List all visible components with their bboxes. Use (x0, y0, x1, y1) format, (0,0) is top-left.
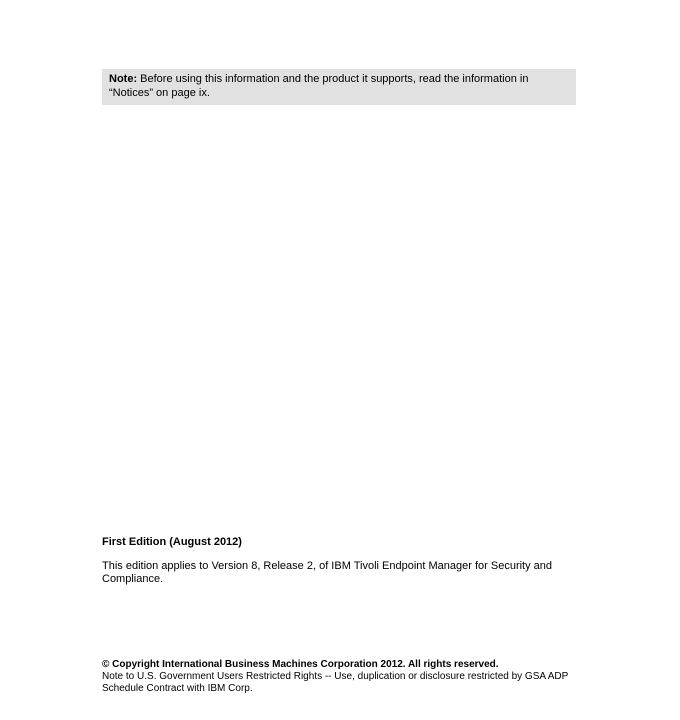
edition-title: First Edition (August 2012) (102, 536, 242, 548)
note-label: Note: (109, 73, 138, 85)
note-text: Before using this information and the product it supports, read the information in “Notices” on page ix. (109, 73, 529, 99)
government-rights-note: Note to U.S. Government Users Restricted Rights -- Use, duplication or disclosure restricted by GSA ADP Schedule Contract with IBM Corp. (102, 671, 569, 694)
edition-description: This edition applies to Version 8, Release 2, of IBM Tivoli Endpoint Manager for Security and Compliance. (102, 560, 553, 585)
notice-note-box (102, 69, 576, 105)
copyright-line: © Copyright International Business Machines Corporation 2012. All rights reserved. (102, 659, 499, 670)
